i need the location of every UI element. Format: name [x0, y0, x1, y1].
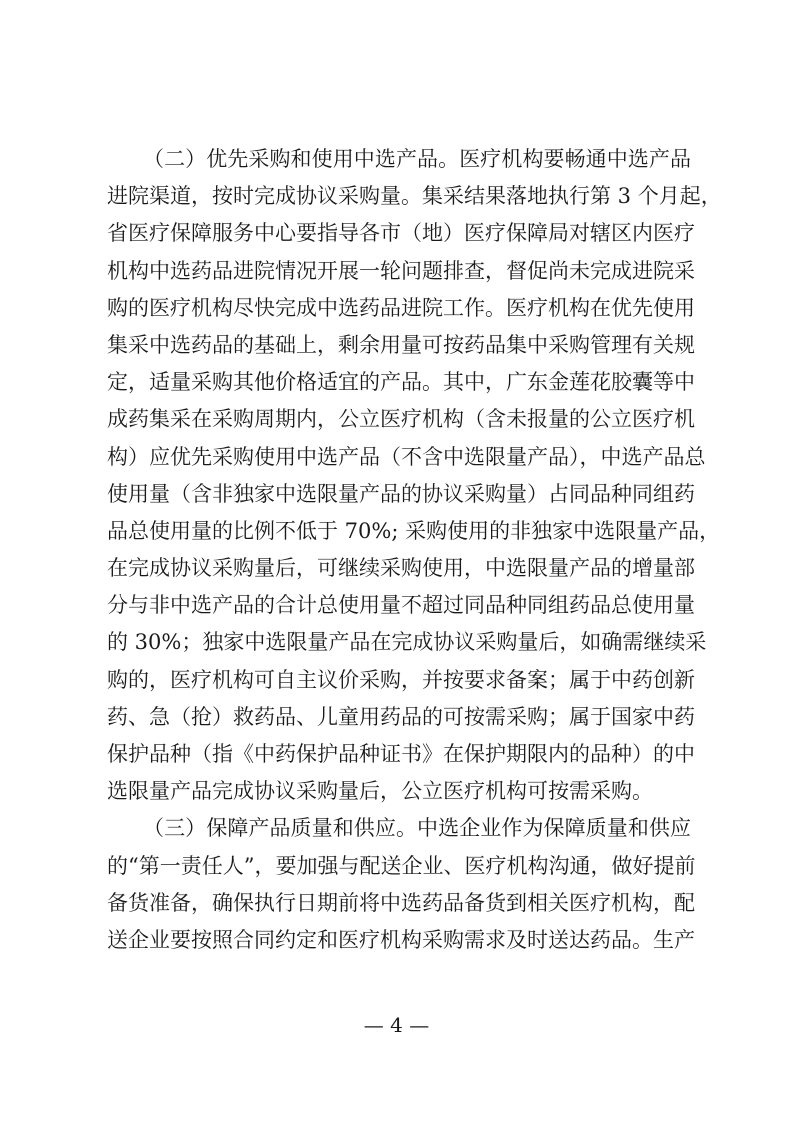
document-body — [107, 141, 722, 959]
text-line: 备货准备，确保执行日期前将中选药品备货到相关医疗机构，配 — [107, 890, 695, 915]
text-line: 的“第一责任人”，要加强与配送企业、医疗机构沟通，做好提前 — [107, 853, 696, 878]
text-line: 构）应优先采购使用中选产品（不含中选限量产品），中选产品总 — [107, 444, 706, 469]
text-line: 定，适量采购其他价格适宜的产品。其中，广东金莲花胶囊等中 — [107, 370, 695, 395]
text-line: 保护品种（指《中药保护品种证书》在保护期限内的品种）的中 — [107, 742, 695, 766]
paragraph — [107, 141, 722, 810]
text-line: 进院渠道，按时完成协议采购量。集采结果落地执行第 3 个月起， — [107, 184, 722, 209]
text-line: 购的，医疗机构可自主议价采购，并按要求备案；属于中药创新 — [107, 667, 695, 692]
paragraph — [107, 810, 696, 959]
text-line: 省医疗保障服务中心要指导各市（地）医疗保障局对辖区内医疗 — [107, 221, 695, 246]
text-line: 使用量（含非独家中选限量产品的协议采购量）占同品种同组药 — [107, 481, 695, 506]
text-line: 选限量产品完成协议采购量后，公立医疗机构可按需采购。 — [107, 779, 653, 804]
text-line: 机构中选药品进院情况开展一轮问题排查，督促尚未完成进院采 — [107, 258, 695, 283]
text-line: 药、急（抢）救药品、儿童用药品的可按需采购；属于国家中药 — [107, 704, 695, 729]
text-line: （二）优先采购和使用中选产品。医疗机构要畅通中选产品 — [143, 147, 691, 171]
text-line: 分与非中选产品的合计总使用量不超过同品种同组药品总使用量 — [107, 593, 695, 618]
text-line: 集采中选药品的基础上，剩余用量可按药品集中采购管理有关规 — [107, 332, 695, 357]
text-line: 成药集采在采购周期内，公立医疗机构（含未报量的公立医疗机 — [107, 407, 695, 432]
text-line: 购的医疗机构尽快完成中选药品进院工作。医疗机构在优先使用 — [107, 295, 695, 320]
text-line: 送企业要按照合同约定和医疗机构采购需求及时送达药品。生产 — [107, 927, 695, 952]
text-line: 的 30%；独家中选限量产品在完成协议采购量后，如确需继续采 — [107, 630, 707, 655]
text-line: （三）保障产品质量和供应。中选企业作为保障质量和供应 — [143, 816, 691, 841]
text-line: 品总使用量的比例不低于 70%; 采购使用的非独家中选限量产品， — [107, 518, 721, 543]
text-line: 在完成协议采购量后，可继续采购使用，中选限量产品的增量部 — [107, 556, 695, 581]
page-number: — 4 — — [363, 1013, 430, 1037]
